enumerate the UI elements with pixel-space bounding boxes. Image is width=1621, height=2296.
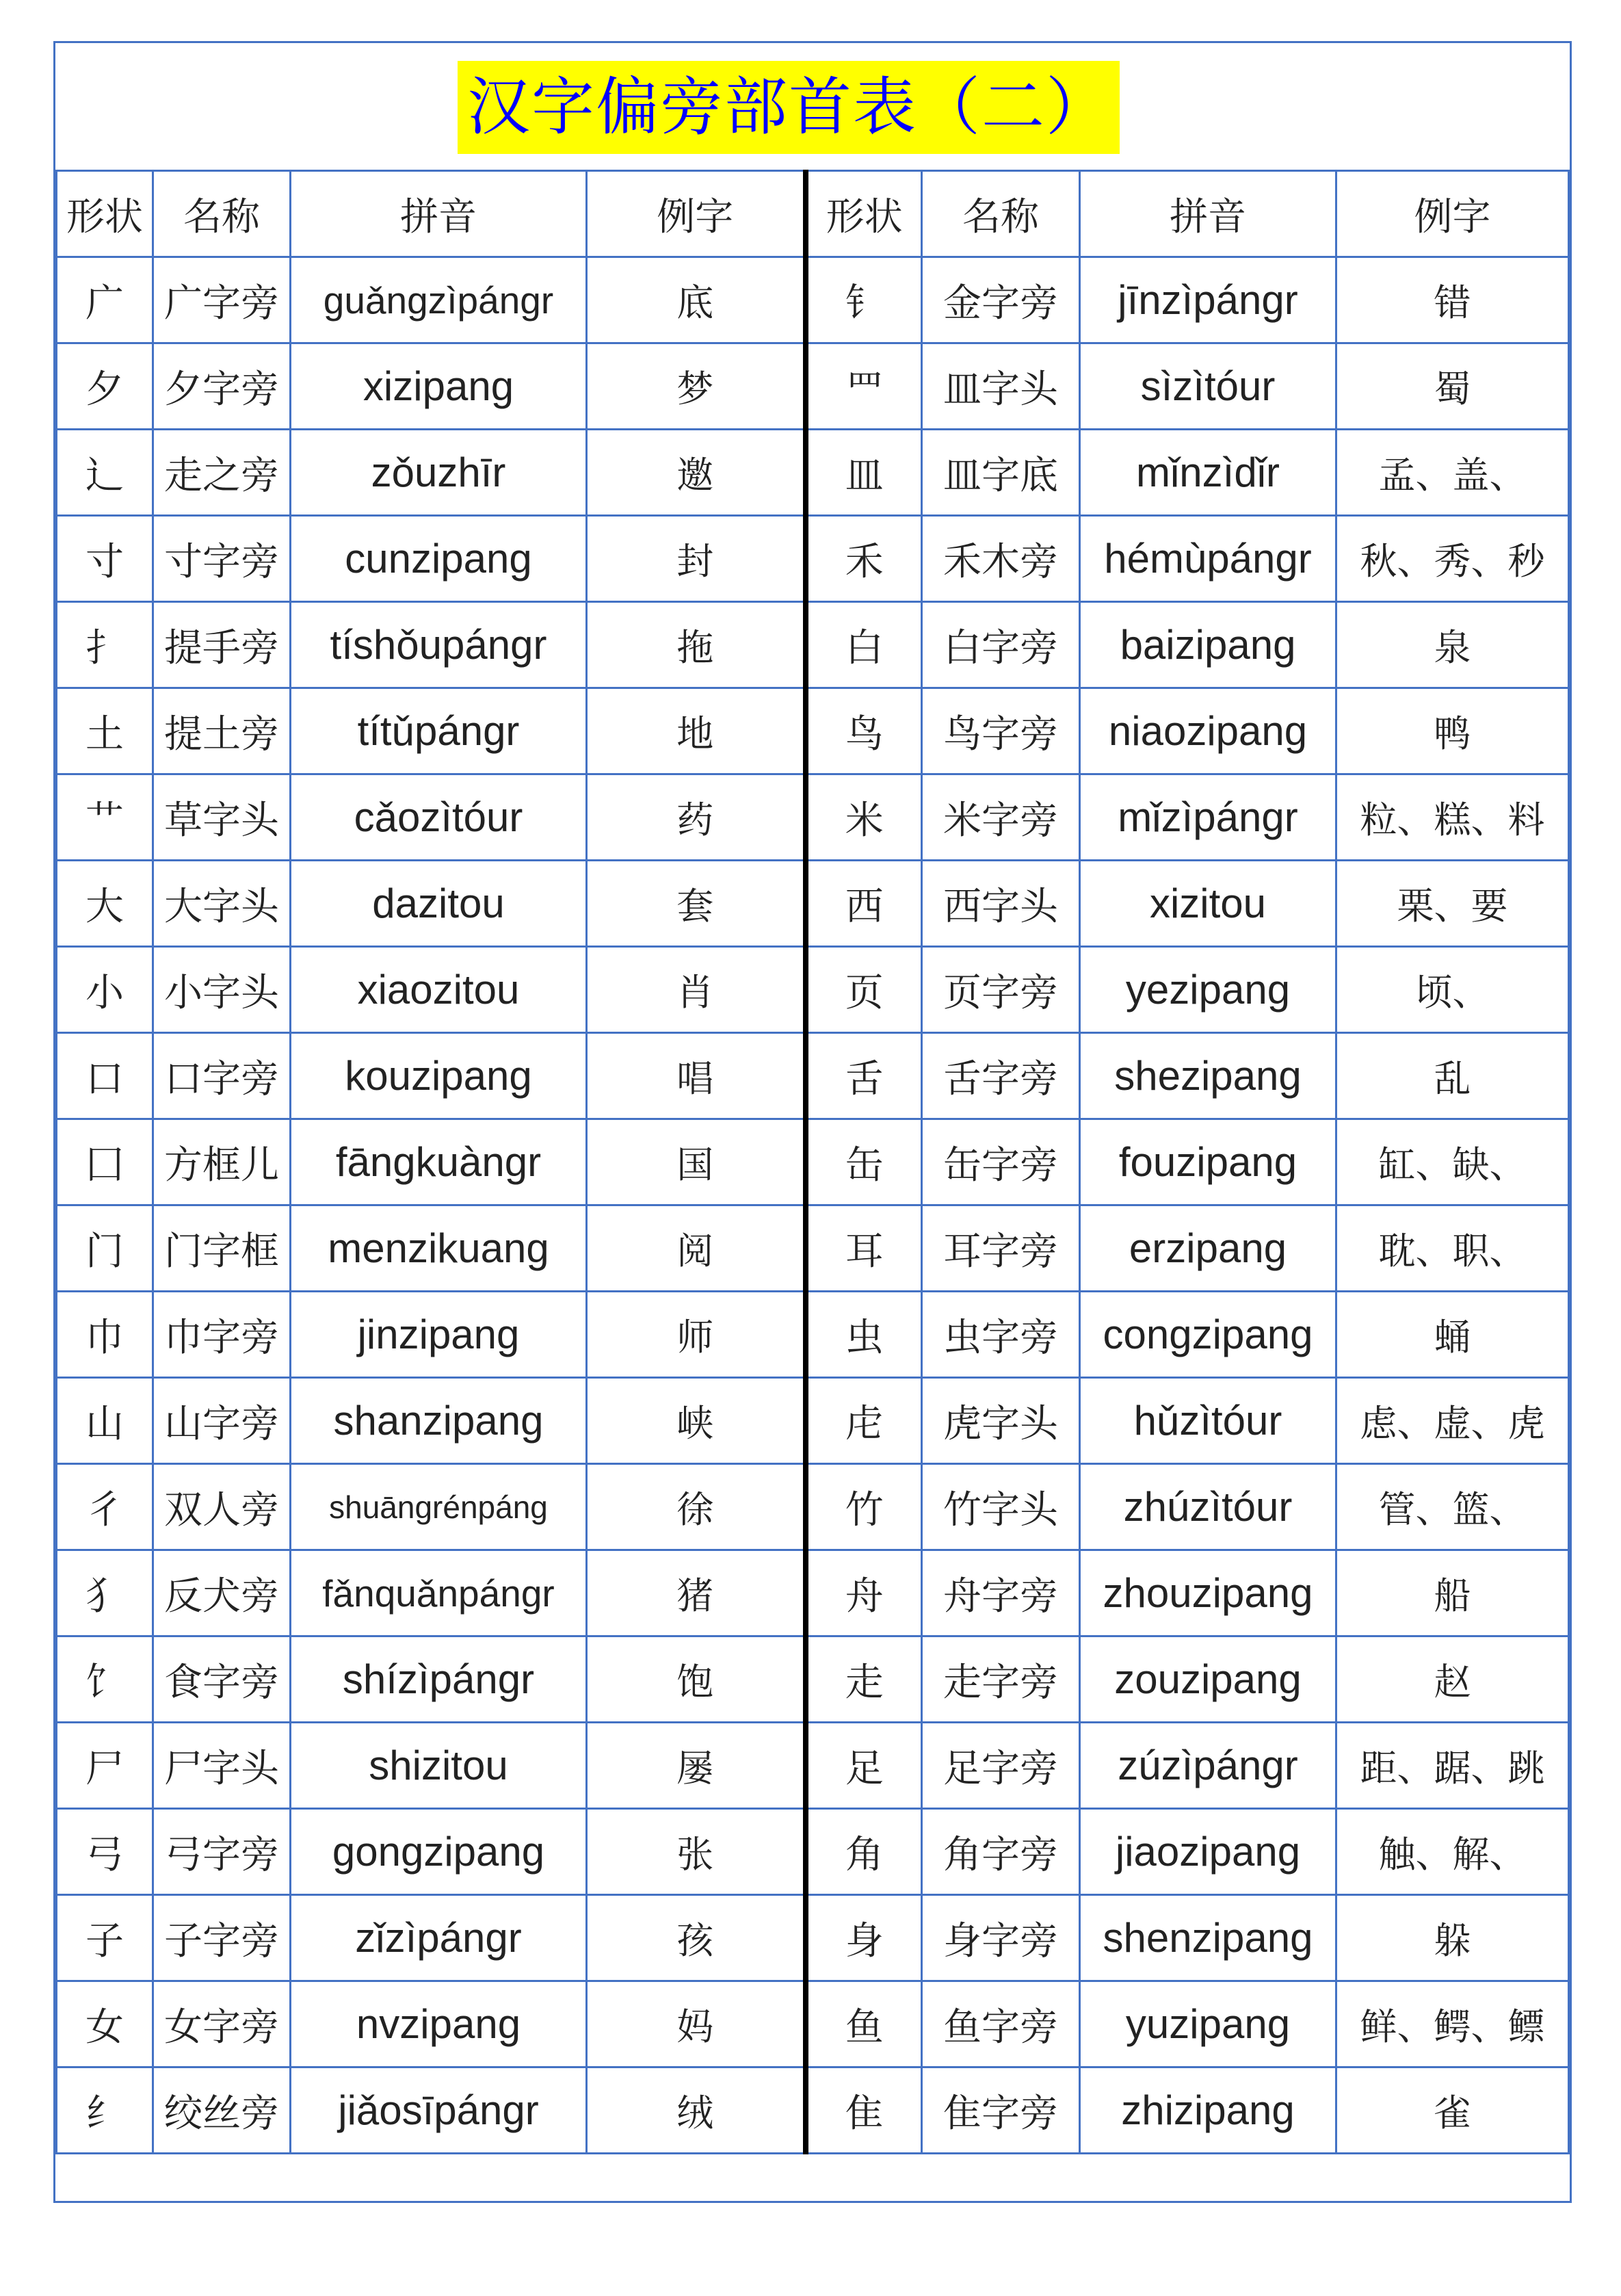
radical-pinyin: fǎnquǎnpángr [291, 1550, 587, 1636]
example-chars: 船 [1336, 1550, 1569, 1636]
example-chars: 距、踞、跳 [1336, 1723, 1569, 1809]
radical-shape: 小 [57, 947, 153, 1033]
radical-shape: 土 [57, 688, 153, 774]
radical-pinyin: zhizipang [1080, 2067, 1336, 2154]
example-chars: 栗、要 [1336, 861, 1569, 947]
radical-shape: 夕 [57, 343, 153, 430]
radical-shape: 角 [806, 1809, 922, 1895]
radical-table-sheet [53, 41, 1572, 2203]
example-chars: 肖 [587, 947, 806, 1033]
example-chars: 鲜、鳄、鳔 [1336, 1981, 1569, 2067]
radical-pinyin: hémùpángr [1080, 516, 1336, 602]
table-row [57, 1636, 1569, 1723]
radical-shape: 足 [806, 1723, 922, 1809]
example-chars: 雀 [1336, 2067, 1569, 2154]
radical-shape: 白 [806, 602, 922, 688]
table-row [57, 1292, 1569, 1378]
radical-shape: 犭 [57, 1550, 153, 1636]
radical-pinyin: shenzipang [1080, 1895, 1336, 1981]
example-chars: 邀 [587, 430, 806, 516]
radical-pinyin: mǐzìpángr [1080, 774, 1336, 861]
example-chars: 地 [587, 688, 806, 774]
radical-shape: 罒 [806, 343, 922, 430]
radical-pinyin: baizipang [1080, 602, 1336, 688]
example-chars: 鸭 [1336, 688, 1569, 774]
radical-pinyin: yuzipang [1080, 1981, 1336, 2067]
radical-shape: 尸 [57, 1723, 153, 1809]
example-chars: 触、解、 [1336, 1809, 1569, 1895]
radical-name: 舌字旁 [922, 1033, 1080, 1119]
radical-pinyin: cǎozìtóur [291, 774, 587, 861]
example-chars: 拖 [587, 602, 806, 688]
example-chars: 饱 [587, 1636, 806, 1723]
example-chars: 猪 [587, 1550, 806, 1636]
radical-shape: 艹 [57, 774, 153, 861]
radical-shape: 囗 [57, 1119, 153, 1205]
radical-name: 子字旁 [153, 1895, 291, 1981]
table-row [57, 2067, 1569, 2154]
example-chars: 套 [587, 861, 806, 947]
radical-pinyin: fouzipang [1080, 1119, 1336, 1205]
radical-pinyin: niaozipang [1080, 688, 1336, 774]
radical-shape: 寸 [57, 516, 153, 602]
radical-pinyin: kouzipang [291, 1033, 587, 1119]
radical-shape: 饣 [57, 1636, 153, 1723]
radical-name: 方框儿 [153, 1119, 291, 1205]
example-chars: 张 [587, 1809, 806, 1895]
radical-shape: 竹 [806, 1464, 922, 1550]
example-chars: 躲 [1336, 1895, 1569, 1981]
radical-pinyin: menzikuang [291, 1205, 587, 1292]
table-row [57, 1981, 1569, 2067]
radical-shape: 门 [57, 1205, 153, 1292]
header-row [57, 171, 1569, 257]
radical-name: 食字旁 [153, 1636, 291, 1723]
radical-name: 巾字旁 [153, 1292, 291, 1378]
example-chars: 阅 [587, 1205, 806, 1292]
example-chars: 底 [587, 257, 806, 343]
radical-pinyin: jinzipang [291, 1292, 587, 1378]
table-row [57, 1809, 1569, 1895]
radical-shape: 虍 [806, 1378, 922, 1464]
radical-name: 弓字旁 [153, 1809, 291, 1895]
radical-name: 反犬旁 [153, 1550, 291, 1636]
radical-shape: 女 [57, 1981, 153, 2067]
table-row [57, 1205, 1569, 1292]
example-chars: 师 [587, 1292, 806, 1378]
example-chars: 蛹 [1336, 1292, 1569, 1378]
header-pinyin: 拼音 [291, 171, 587, 257]
radical-name: 提土旁 [153, 688, 291, 774]
table-row [57, 1895, 1569, 1981]
example-chars: 唱 [587, 1033, 806, 1119]
header-example: 例字 [1336, 171, 1569, 257]
radical-name: 皿字头 [922, 343, 1080, 430]
radical-shape: 耳 [806, 1205, 922, 1292]
table-row [57, 343, 1569, 430]
radical-pinyin: jiaozipang [1080, 1809, 1336, 1895]
radical-shape: 舟 [806, 1550, 922, 1636]
example-chars: 封 [587, 516, 806, 602]
radical-pinyin: zúzìpángr [1080, 1723, 1336, 1809]
title-row [55, 43, 1570, 172]
radical-name: 小字头 [153, 947, 291, 1033]
radical-pinyin: zǒuzhīr [291, 430, 587, 516]
example-chars: 屡 [587, 1723, 806, 1809]
table-row [57, 602, 1569, 688]
radical-shape: 米 [806, 774, 922, 861]
radical-name: 提手旁 [153, 602, 291, 688]
radical-shape: 广 [57, 257, 153, 343]
radical-name: 尸字头 [153, 1723, 291, 1809]
radical-name: 绞丝旁 [153, 2067, 291, 2154]
radical-name: 草字头 [153, 774, 291, 861]
radical-name: 金字旁 [922, 257, 1080, 343]
radical-name: 角字旁 [922, 1809, 1080, 1895]
radical-shape: 鸟 [806, 688, 922, 774]
radical-name: 门字框 [153, 1205, 291, 1292]
example-chars: 虑、虚、虎 [1336, 1378, 1569, 1464]
radical-name: 舟字旁 [922, 1550, 1080, 1636]
radical-pinyin: jīnzìpángr [1080, 257, 1336, 343]
page-title: 汉字偏旁部首表（二） [458, 61, 1120, 154]
radical-pinyin: shízìpángr [291, 1636, 587, 1723]
radical-pinyin: cunzipang [291, 516, 587, 602]
example-chars: 粒、糕、料 [1336, 774, 1569, 861]
example-chars: 秋、秀、秒 [1336, 516, 1569, 602]
radical-pinyin: gongzipang [291, 1809, 587, 1895]
table-row [57, 774, 1569, 861]
radical-shape: 虫 [806, 1292, 922, 1378]
radical-pinyin: hǔzìtóur [1080, 1378, 1336, 1464]
header-shape: 形状 [806, 171, 922, 257]
radical-shape: 身 [806, 1895, 922, 1981]
header-pinyin: 拼音 [1080, 171, 1336, 257]
radical-name: 页字旁 [922, 947, 1080, 1033]
example-chars: 妈 [587, 1981, 806, 2067]
header-example: 例字 [587, 171, 806, 257]
example-chars: 管、篮、 [1336, 1464, 1569, 1550]
radical-shape: 隹 [806, 2067, 922, 2154]
radical-shape: 舌 [806, 1033, 922, 1119]
radical-pinyin: erzipang [1080, 1205, 1336, 1292]
table-row [57, 430, 1569, 516]
radical-shape: 西 [806, 861, 922, 947]
radical-pinyin: zǐzìpángr [291, 1895, 587, 1981]
radical-pinyin: mǐnzìdǐr [1080, 430, 1336, 516]
example-chars: 泉 [1336, 602, 1569, 688]
radical-pinyin: zouzipang [1080, 1636, 1336, 1723]
radical-name: 双人旁 [153, 1464, 291, 1550]
radical-name: 广字旁 [153, 257, 291, 343]
example-chars: 峡 [587, 1378, 806, 1464]
radical-shape: 缶 [806, 1119, 922, 1205]
radical-pinyin: nvzipang [291, 1981, 587, 2067]
radical-shape: 页 [806, 947, 922, 1033]
radical-name: 米字旁 [922, 774, 1080, 861]
radical-shape: 彳 [57, 1464, 153, 1550]
radical-name: 寸字旁 [153, 516, 291, 602]
table-row [57, 1464, 1569, 1550]
radical-name: 隹字旁 [922, 2067, 1080, 2154]
table-row [57, 1119, 1569, 1205]
table-row [57, 1550, 1569, 1636]
example-chars: 药 [587, 774, 806, 861]
radical-shape: 扌 [57, 602, 153, 688]
radical-name: 虎字头 [922, 1378, 1080, 1464]
radical-pinyin: dazitou [291, 861, 587, 947]
radical-name: 身字旁 [922, 1895, 1080, 1981]
header-name: 名称 [153, 171, 291, 257]
table-row [57, 1723, 1569, 1809]
radical-shape: 子 [57, 1895, 153, 1981]
radical-pinyin: títǔpángr [291, 688, 587, 774]
radical-name: 山字旁 [153, 1378, 291, 1464]
radical-pinyin: tíshǒupángr [291, 602, 587, 688]
radical-shape: 弓 [57, 1809, 153, 1895]
radical-pinyin: xiaozitou [291, 947, 587, 1033]
radical-shape: 走 [806, 1636, 922, 1723]
example-chars: 缸、缺、 [1336, 1119, 1569, 1205]
table-row [57, 257, 1569, 343]
radical-pinyin: xizipang [291, 343, 587, 430]
radical-name: 禾木旁 [922, 516, 1080, 602]
example-chars: 孟、盖、 [1336, 430, 1569, 516]
table-row [57, 1378, 1569, 1464]
example-chars: 梦 [587, 343, 806, 430]
radical-name: 女字旁 [153, 1981, 291, 2067]
radical-name: 缶字旁 [922, 1119, 1080, 1205]
radical-pinyin: sìzìtóur [1080, 343, 1336, 430]
radical-shape: 大 [57, 861, 153, 947]
radical-name: 走之旁 [153, 430, 291, 516]
radical-shape: 鱼 [806, 1981, 922, 2067]
radical-shape: 口 [57, 1033, 153, 1119]
radical-name: 走字旁 [922, 1636, 1080, 1723]
example-chars: 绒 [587, 2067, 806, 2154]
radical-shape: 纟 [57, 2067, 153, 2154]
radical-pinyin: congzipang [1080, 1292, 1336, 1378]
radical-shape: 禾 [806, 516, 922, 602]
radical-pinyin: fāngkuàngr [291, 1119, 587, 1205]
radical-shape: 巾 [57, 1292, 153, 1378]
radical-name: 西字头 [922, 861, 1080, 947]
radical-pinyin: yezipang [1080, 947, 1336, 1033]
radical-pinyin: zhúzìtóur [1080, 1464, 1336, 1550]
radical-name: 口字旁 [153, 1033, 291, 1119]
radical-pinyin: shuāngrénpáng [291, 1464, 587, 1550]
radical-name: 白字旁 [922, 602, 1080, 688]
radical-pinyin: shezipang [1080, 1033, 1336, 1119]
radical-shape: 皿 [806, 430, 922, 516]
radical-name: 鱼字旁 [922, 1981, 1080, 2067]
radical-name: 足字旁 [922, 1723, 1080, 1809]
radical-pinyin: zhouzipang [1080, 1550, 1336, 1636]
radical-shape: 山 [57, 1378, 153, 1464]
radical-pinyin: xizitou [1080, 861, 1336, 947]
example-chars: 国 [587, 1119, 806, 1205]
radical-name: 竹字头 [922, 1464, 1080, 1550]
radical-name: 夕字旁 [153, 343, 291, 430]
table-row [57, 516, 1569, 602]
radical-shape: 钅 [806, 257, 922, 343]
example-chars: 徐 [587, 1464, 806, 1550]
table-row [57, 947, 1569, 1033]
example-chars: 孩 [587, 1895, 806, 1981]
radical-pinyin: shizitou [291, 1723, 587, 1809]
radical-name: 鸟字旁 [922, 688, 1080, 774]
radical-pinyin: shanzipang [291, 1378, 587, 1464]
header-name: 名称 [922, 171, 1080, 257]
example-chars: 顷、 [1336, 947, 1569, 1033]
example-chars: 乱 [1336, 1033, 1569, 1119]
radical-pinyin: jiǎosīpángr [291, 2067, 587, 2154]
table-row [57, 861, 1569, 947]
example-chars: 蜀 [1336, 343, 1569, 430]
example-chars: 赵 [1336, 1636, 1569, 1723]
example-chars: 错 [1336, 257, 1569, 343]
table-row [57, 688, 1569, 774]
radical-name: 虫字旁 [922, 1292, 1080, 1378]
radical-name: 皿字底 [922, 430, 1080, 516]
table-row [57, 1033, 1569, 1119]
radical-name: 耳字旁 [922, 1205, 1080, 1292]
header-shape: 形状 [57, 171, 153, 257]
radical-name: 大字头 [153, 861, 291, 947]
example-chars: 耽、职、 [1336, 1205, 1569, 1292]
radical-table [55, 170, 1570, 2154]
radical-shape: 辶 [57, 430, 153, 516]
radical-pinyin: guǎngzìpángr [291, 257, 587, 343]
